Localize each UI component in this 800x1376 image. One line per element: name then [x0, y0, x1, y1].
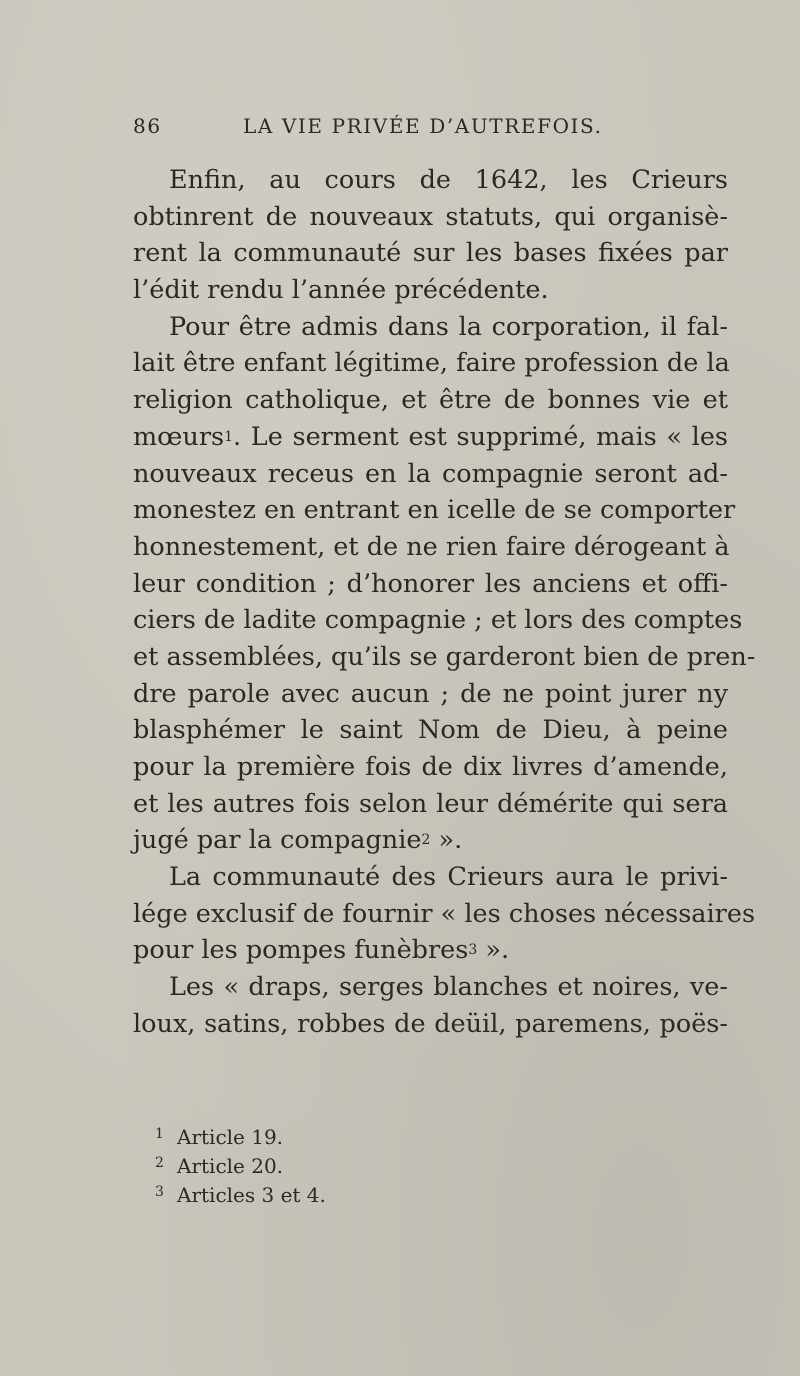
text-line: blasphémer le saint Nom de Dieu, à peine [133, 715, 728, 746]
text-fragment: mœurs [133, 421, 225, 452]
text-line: religion catholique, et être de bonnes vie et [133, 385, 728, 416]
footnote [155, 1124, 555, 1153]
text-line: rent la communauté sur les bases fixées par [133, 238, 728, 269]
text-line: honnestement, et de ne rien faire dérogeant à [133, 531, 730, 562]
text-line: Pour être admis dans la corporation, il fal- [169, 311, 728, 342]
footnote-mark: 3 [155, 1184, 164, 1200]
text-line: leur condition ; d’honorer les anciens et offi- [133, 568, 728, 599]
footnote-text: Article 20. [177, 1154, 284, 1178]
footnote-mark: 2 [155, 1155, 164, 1171]
body-text [133, 162, 756, 1043]
text-line: dre parole avec aucun ; de ne point jurer ny [133, 678, 728, 709]
footnote-reference: 1 [224, 428, 234, 445]
text-line: pour la première fois de dix livres d’amende, [133, 752, 728, 782]
text-line: et assemblées, qu’ils se garderont bien de pren- [133, 641, 756, 672]
text-line: Les « draps, serges blanches et noires, ve- [169, 972, 728, 1003]
text-line: et les autres fois selon leur démérite qui sera [133, 788, 728, 819]
footnote [155, 1153, 555, 1182]
text-fragment: jugé par la compagnie [133, 825, 422, 856]
text-line: lége exclusif de fournir « les choses nécessaires [133, 898, 756, 929]
text-fragment: . Le serment est supprimé, mais « les [233, 421, 728, 452]
text-line: obtinrent de nouveaux statuts, qui organisè- [133, 201, 728, 232]
text-line: monestez en entrant en icelle de se comporter [133, 495, 736, 526]
text-line [133, 419, 728, 456]
page-header [133, 114, 728, 144]
footnote-text: Articles 3 et 4. [177, 1183, 326, 1207]
text-fragment: ». [430, 825, 463, 856]
text-line: La communauté des Crieurs aura le privi- [169, 862, 728, 893]
page-number: 86 [133, 114, 162, 138]
footnote-mark: 1 [155, 1126, 164, 1142]
text-line: ciers de ladite compagnie ; et lors des comptes [133, 605, 743, 636]
text-line [133, 932, 728, 969]
footnotes [155, 1124, 555, 1211]
text-line: lait être enfant légitime, faire profession de la [133, 348, 730, 379]
footnote [155, 1182, 555, 1211]
running-title: LA VIE PRIVÉE D’AUTREFOIS. [243, 114, 603, 138]
text-fragment: pour les pompes funèbres [133, 935, 469, 966]
footnote-text: Article 19. [177, 1125, 284, 1149]
text-fragment: ». [477, 935, 510, 966]
text-line: loux, satins, robbes de deüil, paremens, poës- [133, 1008, 728, 1039]
text-line: nouveaux receus en la compagnie seront ad- [133, 458, 728, 489]
footnote-reference: 2 [421, 832, 431, 849]
text-line: Enfin, au cours de 1642, les Crieurs [169, 165, 728, 195]
text-line: l’édit rendu l’année précédente. [133, 275, 549, 306]
text-line [133, 822, 728, 859]
footnote-reference: 3 [468, 942, 478, 959]
